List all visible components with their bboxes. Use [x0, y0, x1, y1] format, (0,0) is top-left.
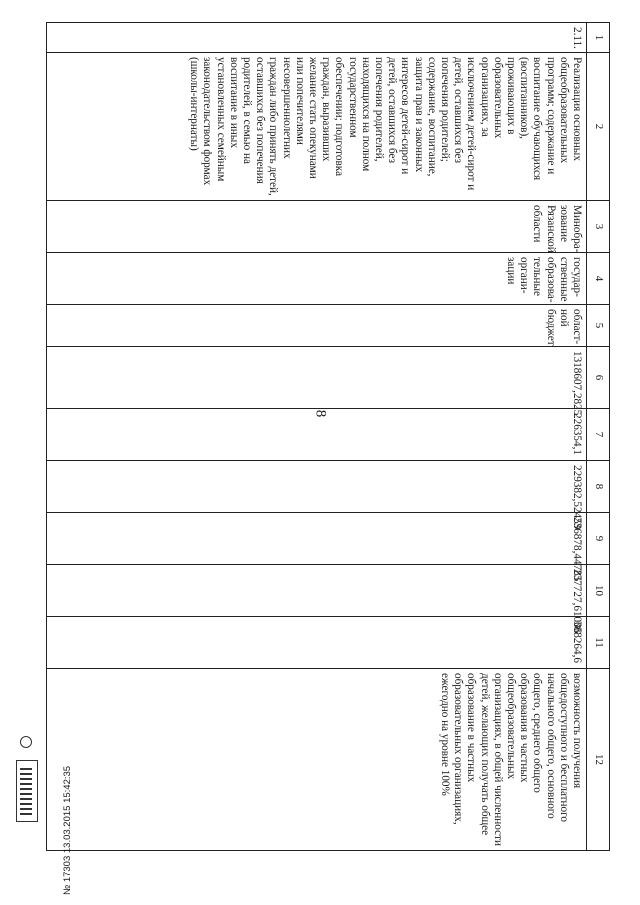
program-table [46, 22, 610, 851]
amount-year-4: 237727,61006 [47, 565, 587, 617]
table-row [47, 23, 587, 851]
amount-year-5: 388264,6 [47, 617, 587, 669]
header-cell: 8 [587, 461, 610, 513]
header-cell: 2 [587, 53, 610, 201]
header-cell: 9 [587, 513, 610, 565]
stamp-seal-icon [20, 736, 32, 748]
header-cell: 4 [587, 253, 610, 305]
funding-source: област-ной бюджет [47, 305, 587, 347]
header-cell: 11 [587, 617, 610, 669]
header-cell: 10 [587, 565, 610, 617]
amount-year-3: 236878,44785 [47, 513, 587, 565]
stamp-text: № 17303 13.03.2015 15:42:35 [62, 765, 73, 895]
registration-stamp [16, 700, 73, 900]
stamp-logo-icon [16, 760, 38, 822]
header-cell: 1 [587, 23, 610, 53]
responsible-body: Минобра-зование Рязанской области [47, 201, 587, 253]
amount-year-2: 229382,52459 [47, 461, 587, 513]
header-cell: 3 [587, 201, 610, 253]
table-header-row [587, 23, 610, 851]
total-amount: 1318607,2825 [47, 347, 587, 409]
executors: государ-ственные образова-тельные органи-зации [47, 253, 587, 305]
activity-description: Реализация основных общеобразовательных программ; содержание и воспитание обучающихся (воспитанников), проживающих в образовательных организациях, за исключением детей-сирот и детей, оставшихся без попечения родителей; содержание, воспитание, защита прав и законных интересов детей-сирот и детей, оставшихся без попечения родителей, находящихся на полном государственном обеспечении; подготовка граждан, выразивших желание стать опекунами или попечителями несовершеннолетних граждан либо принять детей, оставшихся без попечения родителей, в семью на воспитание в иных установленных семейным законодательством формах (школы-интернаты) [47, 53, 587, 201]
header-cell: 12 [587, 669, 610, 851]
header-cell: 5 [587, 305, 610, 347]
row-number: 2.11. [47, 23, 587, 53]
page-number: 8 [312, 409, 329, 418]
amount-year-1: 226354,1 [47, 409, 587, 461]
header-cell: 7 [587, 409, 610, 461]
header-cell: 6 [587, 347, 610, 409]
expected-result: возможность получения общедоступного и бесплатного начального общего, основного общего, среднего общего образования в частных общеобразовательных организациях, в общей численности детей, желающих получать общее образование в частных образовательных организациях, ежегодно на уровне 100% [47, 669, 587, 851]
